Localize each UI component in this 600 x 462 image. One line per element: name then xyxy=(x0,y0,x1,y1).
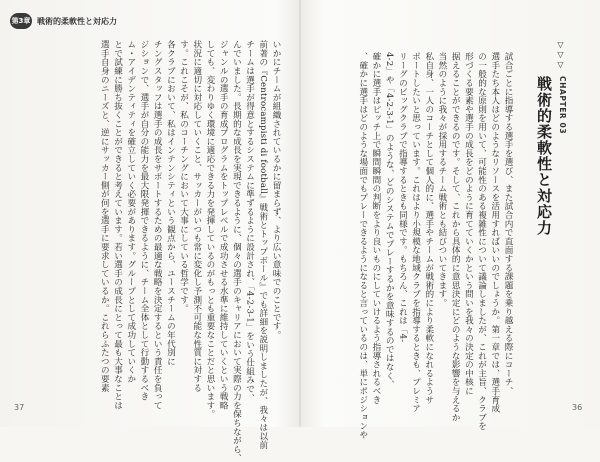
body-line: す。これこそが、私のコーチングにおいて大事にしている哲学です。 xyxy=(178,40,189,313)
page-number-right: 36 xyxy=(572,403,583,412)
body-line: 選手自身のニーズと、逆にサッカー側が何を選手に要求しているか。これらふたつの要素 xyxy=(99,40,110,392)
body-line: ポートしたいと思っています。これはより小規模な地域クラブを指導するときも、プレミア xyxy=(410,52,421,413)
left-page-body xyxy=(97,40,282,462)
body-line: 選手たち本人はどのようなリソースを活用すればいいのでしょうか。第一章では、選手育成 xyxy=(489,52,500,413)
body-line: 前著の『Centrocampisti di football』戦術とトップボール』でも詳細を説明しましたが、我々は以前 xyxy=(257,40,268,450)
body-line: 各クラブにおいて、私はインテンシティという観点から、ユースチームの年代別に xyxy=(165,40,176,366)
body-line: 確かに選手はピッチ上で瞬間瞬間の判断をより良いものにしていけるよう指導されるべき xyxy=(370,52,381,404)
body-line: 形づくる要素や選手の成長をどのように育てていくかという問いを我々の決定の中核に xyxy=(463,52,474,396)
body-line: んでいました。長期的な成長を実現できるように、個々の選手のキャリアにおいて実際の力を保ちながら、 xyxy=(231,40,242,462)
page-number-left: 37 xyxy=(14,403,25,412)
body-line: 据えることができるのです。そして、これから具体的に意思決定にどのような影響を与えるか xyxy=(450,52,461,422)
body-line: リーグのビッグクラブで指導するときも同様です。もちろん、これは「4- xyxy=(397,52,408,343)
body-line: 試合ごとに指導する選手を選び、また試合内で直面する課題を乗り越える際にコーチ、 xyxy=(503,52,513,396)
right-page-body xyxy=(356,52,514,440)
body-line: チングスタッフは選手の成長をサポートするための最適な戦略を決定するという責任を負って xyxy=(152,40,163,410)
body-line: 状況に適切に対応していくこと、サッカーがいつも常に変化し予測不可能な性質に対する xyxy=(191,40,202,392)
body-line: 当然のように我々が採用するチーム戦術とも結びついてきます。 xyxy=(436,52,447,308)
body-line: いかにチームが組織されているかに留まらず、より広い意味でのことです。 xyxy=(271,40,281,340)
chapter-label: CHAPTER 03 xyxy=(558,76,567,135)
body-line: 私自身、一人のコーチとして個人的に、選手やチームが戦術的により柔軟になれるようサ xyxy=(423,52,434,404)
chapter-marker-icon: ▽▽▽ xyxy=(556,40,565,70)
chapter-title: 戦術的柔軟性と対応力 xyxy=(535,76,553,236)
body-line: 4-2」や「4-2-3-1」のような、どのシステムでプレーするかを意味するのではなく、 xyxy=(384,52,395,389)
chapter-badge: 第3章 xyxy=(10,13,32,29)
book-gutter xyxy=(299,0,301,427)
body-line: とで試練に勝ち抜くことができると考えています。若い選手の成長にとって最も大事なことは xyxy=(112,40,123,410)
body-line: しても、変わりゆく環境に適応できる力を発揮しているのがもっとも重要なことだと思います。 xyxy=(204,40,215,419)
running-header xyxy=(10,12,117,30)
body-line: ム・アイデンティティを確立していく必要があります。グループとして成功していくか xyxy=(125,40,136,384)
body-line: ジャンルの選手の育成プログラムをトップレベルで成功させる水準に維持していくという戦略 xyxy=(218,40,229,410)
body-line: ジションで、選手が自分の能力を最大限発揮できるように、チーム全体として行動するべき xyxy=(138,40,149,401)
body-line: 、確かに選手はどのような場面でもプレーできるようになると言っているのは、単にポジションや xyxy=(357,52,368,440)
body-line: チームは選手が得意とするシステムに準ずるように設計され、「4-2-3-1」をいう仕組みで、 xyxy=(244,40,255,403)
body-line: の一般的な原則を用いて、可能性のある複雑性について議論しましたが、これが主旨、クラブを xyxy=(476,52,487,431)
running-title: 戦術的柔軟性と対応力 xyxy=(37,16,117,26)
